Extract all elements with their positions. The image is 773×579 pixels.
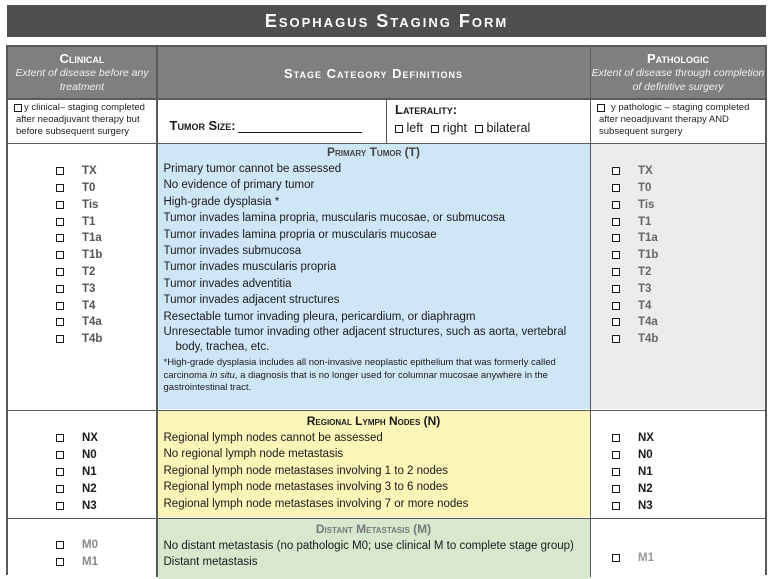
pathologic-t4-label: T4 [638,299,652,312]
laterality-left-checkbox[interactable] [395,125,403,133]
n-definition-n0: No regional lymph node metastasis [163,448,344,461]
pathologic-t1a-checkbox[interactable] [612,234,620,242]
t-definition-t1a: Tumor invades lamina propria or muscularis mucosae [163,228,437,241]
pathologic-n1-checkbox[interactable] [612,468,620,476]
n-definition-n2: Regional lymph node metastases involving 3 to 6 nodes [163,481,448,494]
pathologic-t1a-label: T1a [638,232,658,245]
clinical-t-option-t4[interactable] [56,297,95,313]
clinical-tx-label: TX [82,165,97,178]
pathologic-subtitle: Extent of disease through completion of definitive surgery [591,67,765,93]
pathologic-n-option-nx[interactable] [612,430,654,446]
pathologic-m1-label: M1 [638,552,654,565]
pathologic-t-option-tx[interactable] [612,163,653,179]
m-definition-m0: No distant metastasis (no pathologic M0; use clinical M to complete stage group) [163,540,574,552]
pathologic-t-option-t1b[interactable] [612,247,658,263]
laterality-bilateral-checkbox[interactable] [475,125,483,133]
laterality-label: Laterality: [395,102,458,117]
laterality-bilateral-option[interactable] [475,121,530,135]
lymph-nodes-title: Regional Lymph Nodes (N) [306,414,441,428]
y-clinical-note: y clinical– staging completed after neoadjuvant therapy but before subsequent surgery [16,102,145,137]
clinical-m-option-m0[interactable] [56,537,98,553]
pathologic-tis-checkbox[interactable] [612,201,620,209]
pathologic-n-option-n3[interactable] [612,498,653,514]
pathologic-t0-checkbox[interactable] [612,184,620,192]
clinical-t0-label: T0 [82,181,96,194]
clinical-t1-label: T1 [82,215,96,228]
t-definition-tis: High-grade dysplasia * [163,195,280,208]
clinical-t4b-checkbox[interactable] [56,335,64,343]
pathologic-tx-checkbox[interactable] [612,167,620,175]
laterality-right-option[interactable] [431,121,467,135]
pathologic-n3-checkbox[interactable] [612,502,620,510]
clinical-t-option-t4b[interactable] [56,331,102,347]
pathologic-t-option-t2[interactable] [612,264,651,280]
staging-form [6,45,767,575]
pathologic-t-option-t4a[interactable] [612,314,658,330]
pathologic-m-option-m1[interactable] [612,550,654,566]
form-title: Esophagus Staging Form [264,10,509,31]
pathologic-tis-label: Tis [638,198,655,211]
lymph-nodes-section [158,411,590,517]
clinical-tis-label: Tis [82,198,99,211]
clinical-t-option-t4a[interactable] [56,314,102,330]
y-clinical-checkbox[interactable] [14,104,22,112]
clinical-nx-checkbox[interactable] [56,434,64,442]
clinical-n1-label: N1 [82,466,97,479]
pathologic-t-option-t4b[interactable] [612,331,658,347]
footnote-pre: *High-grade dysplasia includes all non-invasive neoplastic epithelium that was formerly called carcinoma [163,357,556,381]
y-pathologic-checkbox[interactable] [597,104,605,112]
divider-n-m [8,518,765,520]
clinical-t-option-tx[interactable] [56,163,97,179]
clinical-t4b-label: T4b [82,333,103,346]
clinical-t4a-checkbox[interactable] [56,318,64,326]
pathologic-t0-label: T0 [638,181,652,194]
dysplasia-footnote [158,357,590,395]
pathologic-n-option-n2[interactable] [612,481,653,497]
clinical-nx-label: NX [82,432,98,445]
laterality-right-label: right [442,121,467,135]
pathologic-n2-label: N2 [638,483,653,496]
pathologic-n0-label: N0 [638,449,653,462]
pathologic-t4a-label: T4a [638,316,658,329]
t-definition-t4b: Unresectable tumor invading other adjacent structures, such as aorta, vertebral body, trachea, etc. [163,326,567,354]
laterality-left-option[interactable] [395,121,423,135]
pathologic-t3-label: T3 [638,282,652,295]
clinical-n-option-n3[interactable] [56,498,97,514]
pathologic-t-option-t1[interactable] [612,213,651,229]
clinical-n-option-n2[interactable] [56,481,97,497]
y-pathologic-note: y pathologic – staging completed after neoadjuvant therapy AND subsequent surgery [599,102,750,137]
clinical-n-option-nx[interactable] [56,430,98,446]
clinical-subtitle: Extent of disease before any treatment [15,67,149,93]
laterality-cell [387,99,590,143]
pathologic-t4b-label: T4b [638,333,659,346]
t-definition-t3: Tumor invades adventitia [163,277,292,290]
pathologic-nx-label: NX [638,432,654,445]
pathologic-n3-label: N3 [638,500,653,513]
clinical-t-option-t2[interactable] [56,264,95,280]
form-title-banner [7,5,766,37]
pathologic-t-option-t1a[interactable] [612,230,658,246]
t-definition-t4a: Resectable tumor invading pleura, pericardium, or diaphragm [163,310,476,323]
clinical-t-option-t0[interactable] [56,180,95,196]
pathologic-tx-label: TX [638,165,653,178]
pathologic-t4b-checkbox[interactable] [612,335,620,343]
lymph-nodes-definitions [158,430,590,512]
clinical-m0-label: M0 [82,539,98,552]
pathologic-t-option-t3[interactable] [612,281,651,297]
clinical-m0-checkbox[interactable] [56,541,64,549]
metastasis-title: Distant Metastasis (M) [315,522,432,536]
pathologic-n-option-n1[interactable] [612,464,653,480]
laterality-bilateral-label: bilateral [486,121,531,135]
clinical-tx-checkbox[interactable] [56,167,64,175]
pathologic-n-option-n0[interactable] [612,447,653,463]
primary-tumor-section [158,144,590,409]
clinical-t4a-label: T4a [82,316,102,329]
pathologic-n0-checkbox[interactable] [612,451,620,459]
clinical-t3-label: T3 [82,282,96,295]
tumor-size-cell [158,99,386,143]
clinical-n3-checkbox[interactable] [56,502,64,510]
laterality-right-checkbox[interactable] [431,125,439,133]
clinical-n0-label: N0 [82,449,97,462]
metastasis-section [158,519,590,579]
clinical-t-option-t1a[interactable] [56,230,102,246]
pathologic-n2-checkbox[interactable] [612,485,620,493]
clinical-m-option-m1[interactable] [56,553,98,569]
clinical-n1-checkbox[interactable] [56,468,64,476]
pathologic-title: Pathologic [647,51,709,66]
divider-notes [8,143,765,145]
laterality-left-label: left [406,121,424,135]
tumor-size-field[interactable] [238,120,362,133]
divider-t-n [8,410,765,412]
pathologic-t2-label: T2 [638,265,652,278]
footnote-em: in situ [209,369,235,381]
pathologic-t-option-t4[interactable] [612,297,651,313]
clinical-t1a-label: T1a [82,232,102,245]
t-definition-tx: Primary tumor cannot be assessed [163,163,342,175]
pathologic-header [591,47,765,99]
clinical-t-option-tis[interactable] [56,197,98,213]
clinical-n0-checkbox[interactable] [56,451,64,459]
pathologic-t1-label: T1 [638,215,652,228]
clinical-tis-checkbox[interactable] [56,201,64,209]
primary-tumor-definitions [158,161,590,355]
tumor-size-label: Tumor Size: [169,118,236,133]
y-pathologic-option[interactable] [591,99,765,143]
pathologic-t4-checkbox[interactable] [612,302,620,310]
metastasis-definitions [158,538,590,571]
clinical-t0-checkbox[interactable] [56,184,64,192]
y-clinical-option[interactable] [8,99,156,143]
clinical-n2-label: N2 [82,483,97,496]
definitions-title: Stage Category Definitions [283,65,463,81]
t-definition-t2: Tumor invades muscularis propria [163,261,337,274]
pathologic-t-option-tis[interactable] [612,197,654,213]
t-definition-t1b: Tumor invades submucosa [163,245,302,258]
primary-tumor-title: Primary Tumor (T) [326,145,421,159]
clinical-t2-label: T2 [82,265,96,278]
clinical-m1-label: M1 [82,555,98,568]
clinical-t-option-t1b[interactable] [56,247,102,263]
divider-size-laterality [386,99,388,143]
t-definition-t4: Tumor invades adjacent structures [163,294,340,307]
divider-header [8,98,765,100]
divider-left [156,47,158,577]
clinical-t4-checkbox[interactable] [56,302,64,310]
clinical-n3-label: N3 [82,500,97,513]
clinical-m1-checkbox[interactable] [56,558,64,566]
clinical-t1a-checkbox[interactable] [56,234,64,242]
clinical-t1b-checkbox[interactable] [56,251,64,259]
t-definition-t0: No evidence of primary tumor [163,179,315,192]
pathologic-t1b-label: T1b [638,249,659,262]
n-definition-nx: Regional lymph nodes cannot be assessed [163,432,383,444]
clinical-t1-checkbox[interactable] [56,218,64,226]
clinical-t-option-t3[interactable] [56,281,95,297]
clinical-n-option-n0[interactable] [56,447,97,463]
pathologic-t1b-checkbox[interactable] [612,251,620,259]
clinical-title: Clinical [59,51,105,66]
clinical-n2-checkbox[interactable] [56,485,64,493]
footnote-post: , a diagnosis that is no longer used for columnar mucosae anywhere in the gastrointestinal tract. [163,369,548,394]
m-definition-m1: Distant metastasis [163,556,258,569]
pathologic-m1-checkbox[interactable] [612,554,620,562]
pathologic-nx-checkbox[interactable] [612,434,620,442]
clinical-t1b-label: T1b [82,249,103,262]
clinical-t4-label: T4 [82,299,96,312]
n-definition-n1: Regional lymph node metastases involving 1 to 2 nodes [163,464,448,477]
pathologic-t4a-checkbox[interactable] [612,318,620,326]
pathologic-t-option-t0[interactable] [612,180,651,196]
pathologic-t2-checkbox[interactable] [612,268,620,276]
pathologic-n1-label: N1 [638,466,653,479]
clinical-t-option-t1[interactable] [56,213,95,229]
pathologic-t1-checkbox[interactable] [612,218,620,226]
divider-right [590,47,592,577]
n-definition-n3: Regional lymph node metastases involving 7 or more nodes [163,497,469,510]
clinical-n-option-n1[interactable] [56,464,97,480]
clinical-t3-checkbox[interactable] [56,285,64,293]
definitions-header [158,47,590,99]
t-definition-t1: Tumor invades lamina propria, muscularis mucosae, or submucosa [163,212,506,225]
clinical-header [8,47,156,99]
pathologic-t3-checkbox[interactable] [612,285,620,293]
clinical-t2-checkbox[interactable] [56,268,64,276]
